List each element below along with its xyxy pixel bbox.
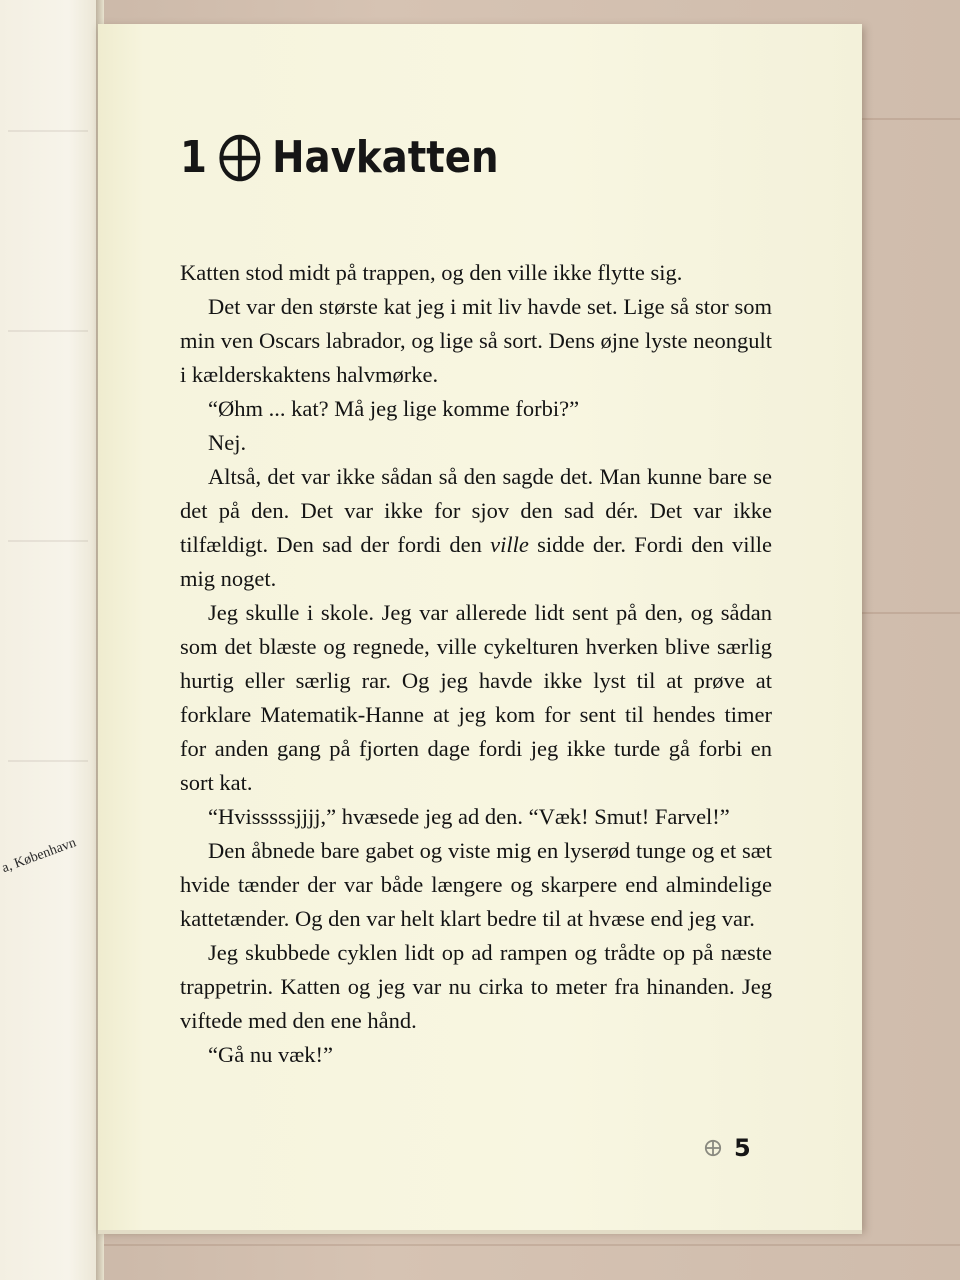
paragraph: Det var den største kat jeg i mit liv havde set. Lige så stor som min ven Oscars labrador, og lige så sort. Dens øjne lyste neongult i kælderskaktens halvmørke. bbox=[180, 294, 772, 387]
previous-page-imprint: a, København bbox=[0, 835, 79, 877]
paragraph: “Hvisssssjjjj,” hvæsede jeg ad den. “Væk! Smut! Farvel!” bbox=[208, 804, 730, 829]
chapter-body bbox=[180, 256, 772, 1072]
circled-cross-icon bbox=[704, 1139, 722, 1157]
page-edge bbox=[98, 1230, 862, 1234]
chapter-title: Havkatten bbox=[272, 132, 499, 183]
chapter-number: 1 bbox=[180, 132, 207, 183]
previous-page bbox=[0, 0, 98, 1280]
paragraph: “Gå nu væk!” bbox=[208, 1042, 333, 1067]
page-footer bbox=[704, 1134, 751, 1162]
paragraph: Jeg skulle i skole. Jeg var allerede lidt sent på den, og sådan som det blæste og regnede, ville cykelturen hverken blive særlig hurtig eller særlig rar. Og jeg havde ikke lyst til at prøve at forklare Matematik-Hanne at jeg kom for sent til hendes timer for anden gang på fjorten dage fordi jeg ikke turde gå forbi en sort kat. bbox=[180, 600, 772, 795]
paragraph: Katten stod midt på trappen, og den ville ikke flytte sig. bbox=[180, 260, 683, 285]
paragraph: Jeg skubbede cyklen lidt op ad rampen og trådte op på næste trappetrin. Katten og jeg var nu cirka to meter fra hinanden. Jeg viftede med den ene hånd. bbox=[180, 940, 772, 1033]
page-number: 5 bbox=[734, 1134, 751, 1162]
paragraph bbox=[180, 460, 772, 596]
emphasized-word: ville bbox=[490, 532, 529, 557]
circled-cross-icon bbox=[218, 133, 262, 183]
chapter-heading bbox=[180, 132, 499, 183]
paragraph-text: sidde der. Fordi den ville mig noget. bbox=[180, 532, 772, 591]
book-page bbox=[98, 24, 862, 1230]
paragraph: “Øhm ... kat? Må jeg lige komme forbi?” bbox=[208, 396, 580, 421]
paragraph: Nej. bbox=[208, 430, 247, 455]
paragraph-text: Altså, det var ikke sådan så den sagde det. Man kunne bare se det på den. Det var ikke for sjov den sad dér. Det var ikke tilfældigt. Den sad der fordi den bbox=[180, 464, 772, 557]
paragraph: Den åbnede bare gabet og viste mig en lyserød tunge og et sæt hvide tænder der var både længere og skarpere end almindelige kattetænder. Og den var helt klart bedre til at hvæse end jeg var. bbox=[180, 838, 772, 931]
